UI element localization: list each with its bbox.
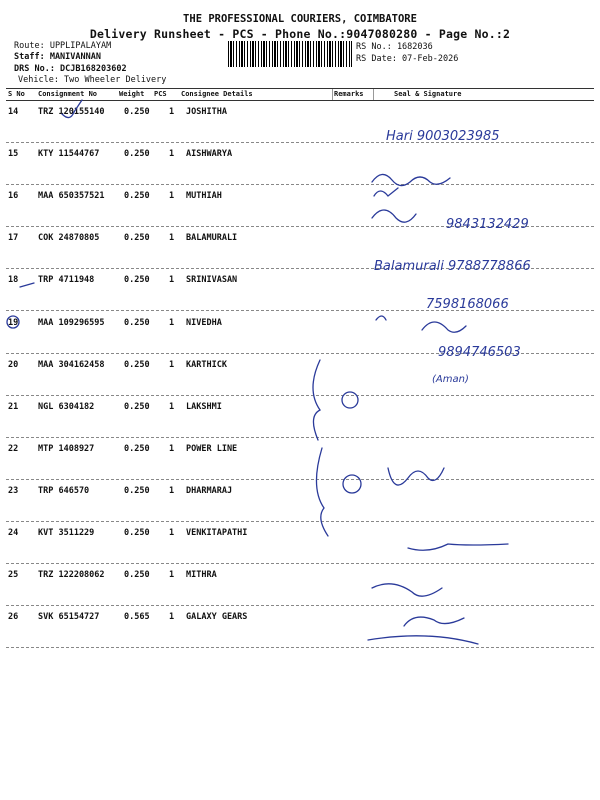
rs-number: RS No.: 1682036 [356,42,433,52]
vehicle-label: Vehicle: Two Wheeler Delivery [18,75,167,85]
col-remarks: Remarks [334,90,364,98]
row-consignee: NIVEDHA [186,317,222,328]
row-consignment: TRP 4711948 [38,275,95,286]
rs-date: RS Date: 07-Feb-2026 [356,54,459,64]
row-consignee: JOSHITHA [186,107,227,117]
row-weight: 0.250 [124,528,150,538]
signature-1: Hari 9003023985 [386,129,500,144]
row-pcs: 1 [169,317,175,328]
row-pcs: 1 [169,275,175,286]
row-sno: 23 [8,485,19,496]
row-consignee: LAKSHMI [186,401,222,412]
row-sno: 22 [8,443,19,454]
signature-5: 9894746503 [438,345,521,360]
row-consignee: VENKITAPATHI [186,528,248,538]
row-pcs: 1 [169,191,175,202]
runsheet-title: Delivery Runsheet - PCS - Phone No.:9047080280 - Page No.:2 [89,27,511,41]
row-consignment: MAA 109296595 [38,317,105,328]
row-weight: 0.250 [124,401,150,412]
row-weight: 0.250 [124,233,150,244]
row-weight: 0.250 [124,317,150,328]
row-pcs: 1 [169,149,175,160]
row-sno: 17 [8,233,19,244]
row-consignment: TRP 646570 [38,485,90,496]
row-sno: 19 [8,317,19,328]
col-weight: Weight [119,90,145,98]
row-consignment: KVT 3511229 [38,528,95,538]
signature-6: (Aman) [432,374,469,385]
row-pcs: 1 [169,528,175,538]
company-name: THE PROFESSIONAL COURIERS, COIMBATORE [183,13,417,25]
row-weight: 0.250 [124,149,150,160]
row-sno: 15 [8,149,19,160]
row-pcs: 1 [169,107,175,117]
row-sno: 21 [8,401,19,412]
row-consignment: MTP 1408927 [38,443,95,454]
row-weight: 0.250 [124,191,150,202]
row-consignment: MAA 304162458 [38,359,105,370]
row-pcs: 1 [169,233,175,244]
col-pcs: PCS [154,90,167,98]
row-sno: 24 [8,528,19,538]
row-pcs: 1 [169,570,175,581]
row-consignee: SRINIVASAN [186,275,238,286]
row-sno: 25 [8,570,19,581]
row-pcs: 1 [169,443,175,454]
row-weight: 0.250 [124,485,150,496]
signature-3: Balamurali 9788778866 [374,259,531,274]
row-consignee: KARTHICK [186,359,227,370]
row-consignee: DHARMARAJ [186,485,233,496]
row-consignee: MUTHIAH [186,191,222,202]
signature-4: 7598168066 [426,297,509,312]
signature-2: 9843132429 [446,217,529,232]
row-consignment: TRZ 122208062 [38,570,105,581]
row-consignee: AISHWARYA [186,149,233,160]
row-consignee: GALAXY GEARS [186,612,248,623]
row-consignment: NGL 6304182 [38,401,95,412]
route-label: Route: UPPLIPALAYAM [14,41,112,51]
row-pcs: 1 [169,485,175,496]
row-consignee: BALAMURALI [186,233,238,244]
row-weight: 0.250 [124,443,150,454]
row-weight: 0.250 [124,359,150,370]
row-weight: 0.565 [124,612,150,623]
row-pcs: 1 [169,401,175,412]
row-consignment: TRZ 120155140 [38,107,105,117]
row-sno: 26 [8,612,19,623]
staff-label: Staff: MANIVANNAN [14,52,101,62]
col-consignee: Consignee Details [181,90,253,98]
row-consignee: POWER LINE [186,443,238,454]
row-sno: 14 [8,107,19,117]
row-weight: 0.250 [124,275,150,286]
col-signature: Seal & Signature [394,90,462,98]
row-consignment: KTY 11544767 [38,149,100,160]
row-consignee: MITHRA [186,570,217,581]
row-consignment: COK 24870805 [38,233,100,244]
row-weight: 0.250 [124,570,150,581]
row-consignment: MAA 650357521 [38,191,105,202]
row-pcs: 1 [169,359,175,370]
row-weight: 0.250 [124,107,150,117]
tick-mark [62,100,82,118]
row-consignment: SVK 65154727 [38,612,100,623]
row-sno: 16 [8,191,19,202]
col-consignment: Consignment No [38,90,98,98]
row-pcs: 1 [169,612,175,623]
drs-number: DRS No.: DCJB168203602 [14,64,127,74]
col-sno: S No [8,90,25,98]
row-sno: 20 [8,359,19,370]
row-sno: 18 [8,275,19,286]
